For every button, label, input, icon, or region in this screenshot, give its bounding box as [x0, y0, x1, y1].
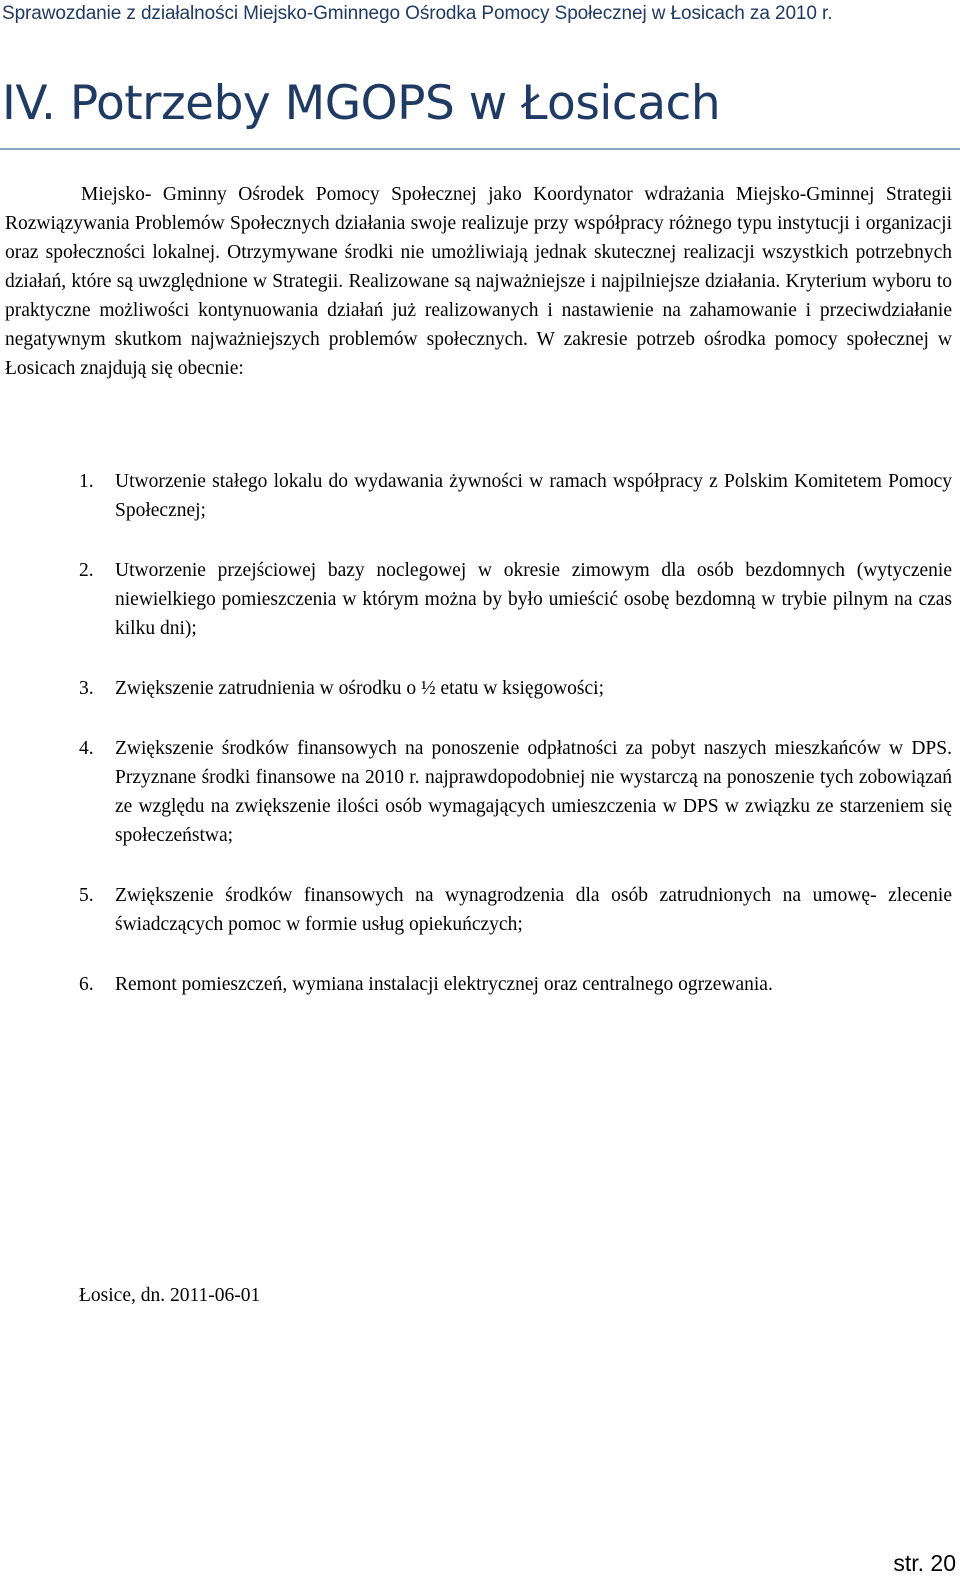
intro-paragraph: Miejsko- Gminny Ośrodek Pomocy Społecznej jako Koordynator wdrażania Miejsko-Gminnej Strategii Rozwiązywania Problemów Społecznych działania swoje realizuje przy współpracy różnego typu instytucji i organizacji oraz społeczności lokalnej. Otrzymywane środki nie umożliwiają jednak skutecznej realizacji wszystkich potrzebnych działań, które są uwzględnione w Strategii. Realizowane są najważniejsze i najpilniejsze działania. Kryterium wyboru to praktyczne możliwości kontynuowania działań już realizowanych i nastawienie na zahamowanie i przeciwdziałanie negatywnym skutkom najważniejszych problemów społecznych. W zakresie potrzeb ośrodka pomocy społecznej w Łosicach znajdują się obecnie:	[5, 184, 952, 379]
list-item-text: Zwiększenie środków finansowych na ponoszenie odpłatności za pobyt naszych mieszkańców w DPS. Przyznane środki finansowe na 2010 r. najprawdopodobniej nie wystarczą na ponoszenie tych zobowiązań ze względu na zwiększenie ilości osób wymagających umieszczenia w DPS w związku ze starzeniem się społeczeństwa;	[115, 738, 952, 846]
list-item-text: Zwiększenie środków finansowych na wynagrodzenia dla osób zatrudnionych na umowę- zlecenie świadczących pomoc w formie usług opiekuńczych;	[115, 885, 952, 935]
needs-list	[5, 467, 952, 1030]
list-item-number: 2.	[79, 560, 94, 581]
list-item-number: 6.	[79, 974, 94, 995]
page-number: str. 20	[893, 1550, 956, 1576]
running-header: Sprawozdanie z działalności Miejsko-Gminnego Ośrodka Pomocy Społecznej w Łosicach za 2010 r.	[2, 3, 833, 24]
list-item-text: Utworzenie stałego lokalu do wydawania żywności w ramach współpracy z Polskim Komitetem Pomocy Społecznej;	[115, 471, 952, 521]
list-item	[5, 556, 952, 643]
list-item	[5, 674, 952, 703]
list-item-number: 5.	[79, 885, 94, 906]
list-item-number: 4.	[79, 738, 94, 759]
list-item-number: 3.	[79, 678, 94, 699]
place-and-date: Łosice, dn. 2011-06-01	[79, 1285, 261, 1306]
list-item-text: Remont pomieszczeń, wymiana instalacji elektrycznej oraz centralnego ogrzewania.	[115, 974, 773, 995]
list-item	[5, 467, 952, 525]
list-item-number: 1.	[79, 471, 94, 492]
title-divider	[0, 148, 960, 150]
list-item	[5, 881, 952, 939]
list-item-text: Utworzenie przejściowej bazy noclegowej w okresie zimowym dla osób bezdomnych (wytyczenie niewielkiego pomieszczenia w którym można by było umieścić osobę bezdomną w trybie pilnym na czas kilku dni);	[115, 560, 952, 639]
list-item	[5, 734, 952, 850]
list-item	[5, 970, 952, 999]
list-item-text: Zwiększenie zatrudnienia w ośrodku o ½ etatu w księgowości;	[115, 678, 604, 699]
section-title: IV. Potrzeby MGOPS w Łosicach	[2, 76, 721, 131]
